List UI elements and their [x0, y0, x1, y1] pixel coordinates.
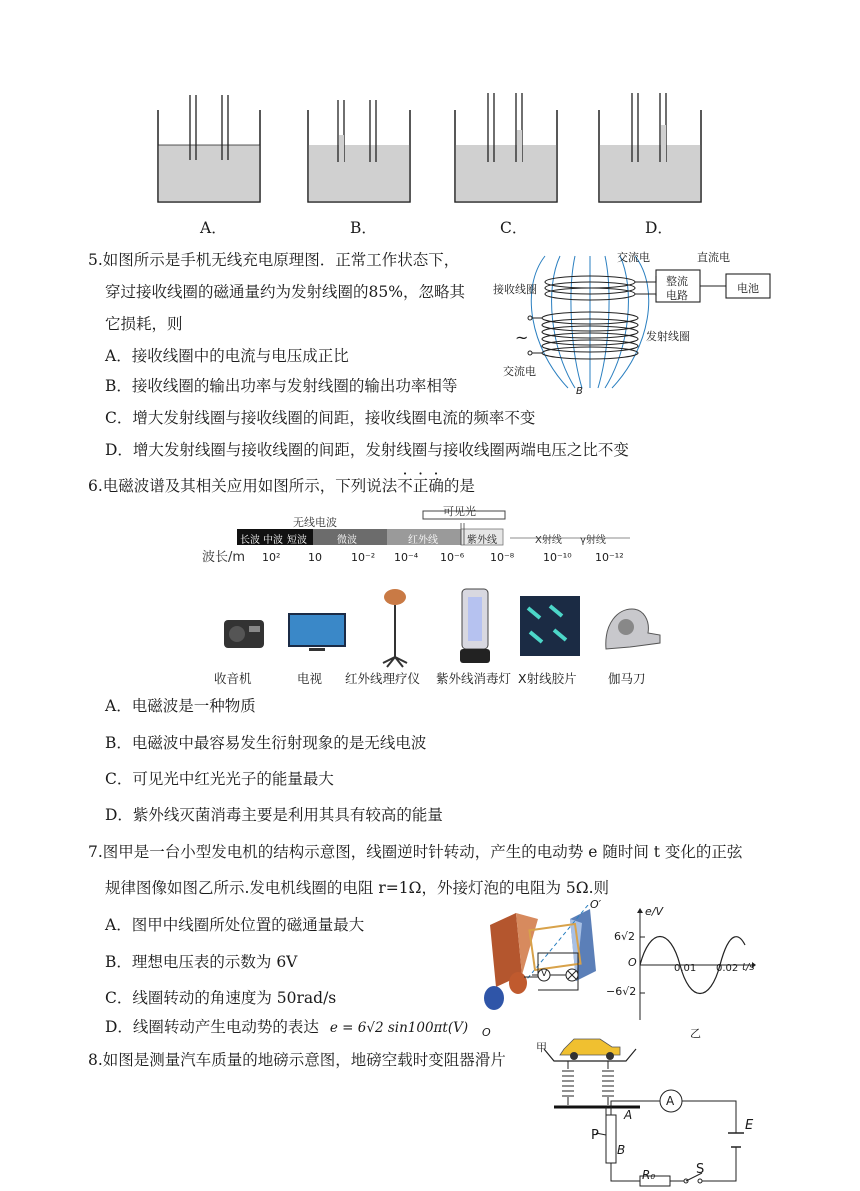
q6-stem-pre: 6.电磁波谱及其相关应用如图所示，下列说法	[88, 477, 398, 495]
spectrum-tick-7: 10⁻¹²	[595, 551, 624, 564]
q5-label-tilde: ~	[515, 328, 529, 347]
q7-option-c: C．线圈转动的角速度为 50rad/s	[105, 989, 337, 1007]
spectrum-microwave: 微波	[337, 535, 357, 546]
spectrum-tick-3: 10⁻⁴	[394, 551, 419, 564]
spectrum-radio-label: 无线电波	[293, 516, 337, 529]
spectrum-visible-label: 可见光	[443, 505, 476, 518]
q6-option-b: B．电磁波中最容易发生衍射现象的是无线电波	[105, 734, 427, 752]
spectrum-tick-1: 10	[308, 551, 322, 564]
graph-t-axis-label: t/s	[742, 962, 755, 973]
infrared-lamp-image	[375, 587, 415, 669]
spectrum-infrared: 红外线	[408, 535, 438, 546]
circuit-label-a: A	[624, 1108, 633, 1122]
graph-pos-peak: 6√2	[614, 930, 636, 943]
circuit-label-r0: R₀	[642, 1168, 656, 1182]
gamma-knife-image	[600, 603, 662, 655]
q6-option-d: D．紫外线灭菌消毒主要是利用其具有较高的能量	[105, 806, 443, 824]
circuit-label-b: B	[617, 1143, 626, 1157]
graph-e-axis-label: e/V	[645, 905, 663, 918]
q4-option-b: B．	[350, 219, 377, 237]
spectrum-gamma: γ射线	[580, 535, 606, 546]
q5-stem-line2: 穿过接收线圈的磁通量约为发射线圈的85%，忽略其	[105, 283, 465, 301]
q6-option-c: C．可见光中红光光子的能量最大	[105, 770, 334, 788]
app-label-radio: 收音机	[214, 671, 252, 686]
spectrum-xray: X射线	[535, 535, 562, 546]
spectrum-tick-6: 10⁻¹⁰	[543, 551, 572, 564]
circuit-label-e: E	[745, 1118, 754, 1133]
q6-stem-emph-1: 不	[397, 477, 413, 495]
app-label-tv: 电视	[297, 671, 323, 686]
q5-label-receiver-coil: 接收线圈	[493, 283, 537, 296]
q4-option-d: D．	[645, 219, 673, 237]
spectrum-medium-wave: 中波	[263, 535, 283, 546]
radio-image	[222, 612, 266, 652]
app-label-infrared-lamp: 红外线理疗仪	[345, 671, 421, 686]
q5-label-rectifier-2: 电路	[666, 289, 688, 302]
q5-label-b: B	[576, 386, 583, 397]
q6-stem-emph-2: 正	[412, 477, 429, 495]
gen-label-jia: 甲	[536, 1041, 547, 1054]
graph-t1: 0.01	[674, 963, 697, 974]
spectrum-axis-label: 波长/m	[202, 550, 246, 565]
gen-label-voltmeter: V	[541, 969, 548, 979]
q5-stem-line3: 它损耗，则	[105, 315, 183, 333]
spectrum-tick-5: 10⁻⁸	[490, 551, 515, 564]
spectrum-tick-4: 10⁻⁶	[440, 551, 465, 564]
q7-option-a: A．图甲中线圈所处位置的磁通量最大	[105, 916, 365, 934]
app-label-xray-film: X射线胶片	[518, 671, 577, 686]
q5-label-ac-top: 交流电	[617, 251, 650, 264]
uv-lamp-image	[458, 587, 492, 667]
q5-option-a: A．接收线圈中的电流与电压成正比	[105, 347, 349, 365]
q5-option-d: D．增大发射线圈与接收线圈的间距，发射线圈与接收线圈两端电压之比不变	[105, 441, 629, 459]
spectrum-ultraviolet: 紫外线	[467, 535, 497, 546]
spectrum-long-wave: 长波	[240, 535, 260, 546]
q7-option-b: B．理想电压表的示数为 6V	[105, 953, 298, 971]
spectrum-tick-0: 10²	[262, 551, 281, 564]
q7-option-d-expression: e = 6√2 sin100πt(V)	[329, 1020, 469, 1036]
circuit-label-s: S	[696, 1162, 705, 1177]
app-label-uv-lamp: 紫外线消毒灯	[436, 671, 512, 686]
tv-image	[287, 612, 347, 656]
spectrum-tick-2: 10⁻²	[351, 551, 376, 564]
q6-option-a: A．电磁波是一种物质	[105, 697, 256, 715]
q6-stem-post: 的是	[443, 477, 475, 495]
q5-option-c: C．增大发射线圈与接收线圈的间距，接收线圈电流的频率不变	[105, 409, 536, 427]
q7-stem-line2: 规律图像如图乙所示.发电机线圈的电阻 r=1Ω，外接灯泡的电阻为 5Ω.则	[105, 879, 610, 897]
gen-label-o-prime: O′	[590, 898, 602, 911]
q5-label-emitter-coil: 发射线圈	[646, 330, 690, 343]
q5-option-b: B．接收线圈的输出功率与发射线圈的输出功率相等	[105, 377, 458, 395]
q6-stem	[88, 476, 475, 496]
q5-label-rectifier-1: 整流	[666, 275, 688, 288]
graph-neg-peak: −6√2	[606, 985, 637, 998]
spectrum-short-wave: 短波	[287, 535, 307, 546]
q7-option-d-text: D．线圈转动产生电动势的表达	[105, 1018, 319, 1036]
q5-label-ac-bottom: 交流电	[503, 365, 536, 378]
q7-option-d	[105, 1017, 468, 1038]
q5-label-battery: 电池	[737, 282, 759, 295]
q4-option-a: A．	[200, 219, 227, 237]
circuit-label-p: P	[591, 1128, 599, 1143]
q4-option-c: C．	[500, 219, 528, 237]
app-label-gamma-knife: 伽马刀	[608, 671, 646, 686]
q5-label-dc: 直流电	[697, 251, 730, 264]
generator-diagram	[478, 905, 618, 1020]
graph-t2: 0.02	[716, 963, 739, 974]
q8-stem: 8.如图是测量汽车质量的地磅示意图，地磅空载时变阻器滑片	[88, 1051, 506, 1069]
graph-yi-label: 乙	[690, 1027, 701, 1040]
xray-film-image	[520, 596, 580, 656]
gen-label-o: O	[482, 1026, 491, 1039]
graph-origin: O	[628, 956, 637, 969]
q4-beaker-figures	[150, 90, 710, 210]
circuit-label-ammeter: A	[666, 1094, 675, 1108]
q5-stem-line1: 5.如图所示是手机无线充电原理图．正常工作状态下，	[88, 251, 460, 269]
q7-stem-line1: 7.图甲是一台小型发电机的结构示意图，线圈逆时针转动，产生的电动势 e 随时间 t 变化的正弦	[88, 843, 743, 861]
q6-stem-emph-3: 确	[428, 477, 444, 495]
